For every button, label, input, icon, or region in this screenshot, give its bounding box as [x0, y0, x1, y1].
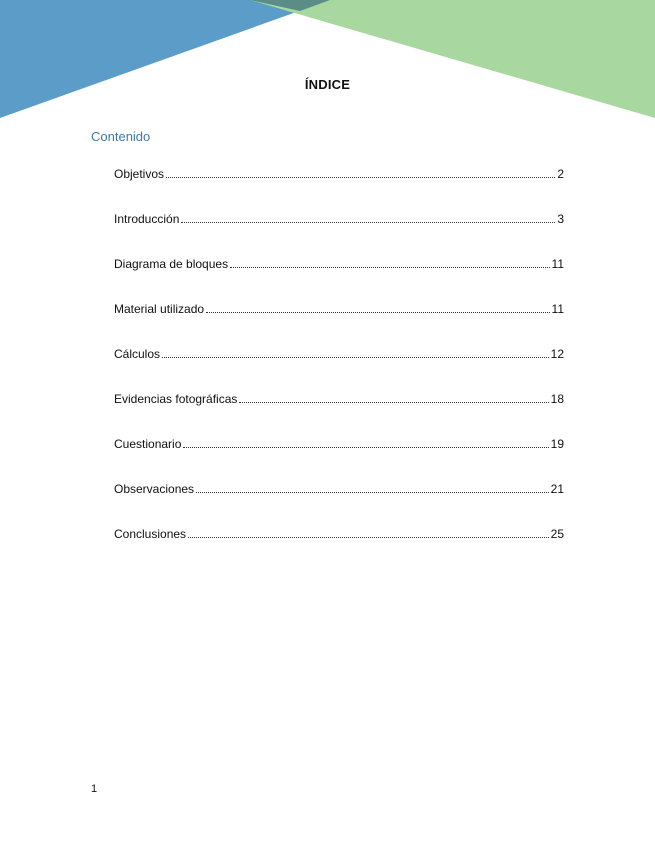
- dot-leader: [166, 176, 555, 178]
- blue-band: [0, 0, 330, 118]
- toc-entry-diagrama-de-bloques[interactable]: [114, 256, 564, 272]
- dot-leader: [206, 311, 549, 313]
- toc-entry-label: Cálculos: [114, 347, 161, 361]
- document-title: ÍNDICE: [304, 77, 351, 92]
- toc-entry-label: Evidencias fotográficas: [114, 392, 238, 406]
- toc-entry-observaciones[interactable]: [114, 481, 564, 497]
- dot-leader: [162, 356, 549, 358]
- toc-entry-cuestionario[interactable]: [114, 436, 564, 452]
- toc-entry-page: 25: [550, 527, 564, 541]
- page-number: 1: [91, 783, 98, 795]
- toc-entry-page: 11: [551, 257, 564, 271]
- dot-leader: [230, 266, 549, 268]
- toc-entry-label: Introducción: [114, 212, 180, 226]
- toc-entry-label: Material utilizado: [114, 302, 205, 316]
- toc-entry-label: Cuestionario: [114, 437, 182, 451]
- toc-entry-page: 19: [550, 437, 564, 451]
- header-decoration: [0, 0, 655, 125]
- toc-entry-page: 11: [551, 302, 564, 316]
- dot-leader: [188, 536, 549, 538]
- toc-entry-page: 21: [550, 482, 564, 496]
- toc-entry-page: 2: [557, 167, 564, 181]
- table-of-contents: [114, 166, 564, 571]
- toc-entry-evidencias-fotograficas[interactable]: [114, 391, 564, 407]
- toc-entry-material-utilizado[interactable]: [114, 301, 564, 317]
- green-band: [250, 0, 655, 118]
- toc-entry-label: Objetivos: [114, 167, 165, 181]
- dot-leader: [183, 446, 548, 448]
- toc-entry-calculos[interactable]: [114, 346, 564, 362]
- toc-heading: Contenido: [91, 129, 151, 144]
- toc-entry-label: Observaciones: [114, 482, 195, 496]
- toc-entry-conclusiones[interactable]: [114, 526, 564, 542]
- toc-entry-introduccion[interactable]: [114, 211, 564, 227]
- dot-leader: [181, 221, 555, 223]
- toc-entry-objetivos[interactable]: [114, 166, 564, 182]
- toc-entry-label: Conclusiones: [114, 527, 187, 541]
- toc-entry-page: 3: [557, 212, 564, 226]
- toc-entry-label: Diagrama de bloques: [114, 257, 229, 271]
- toc-entry-page: 12: [550, 347, 564, 361]
- toc-entry-page: 18: [550, 392, 564, 406]
- dot-leader: [196, 491, 549, 493]
- dot-leader: [239, 401, 548, 403]
